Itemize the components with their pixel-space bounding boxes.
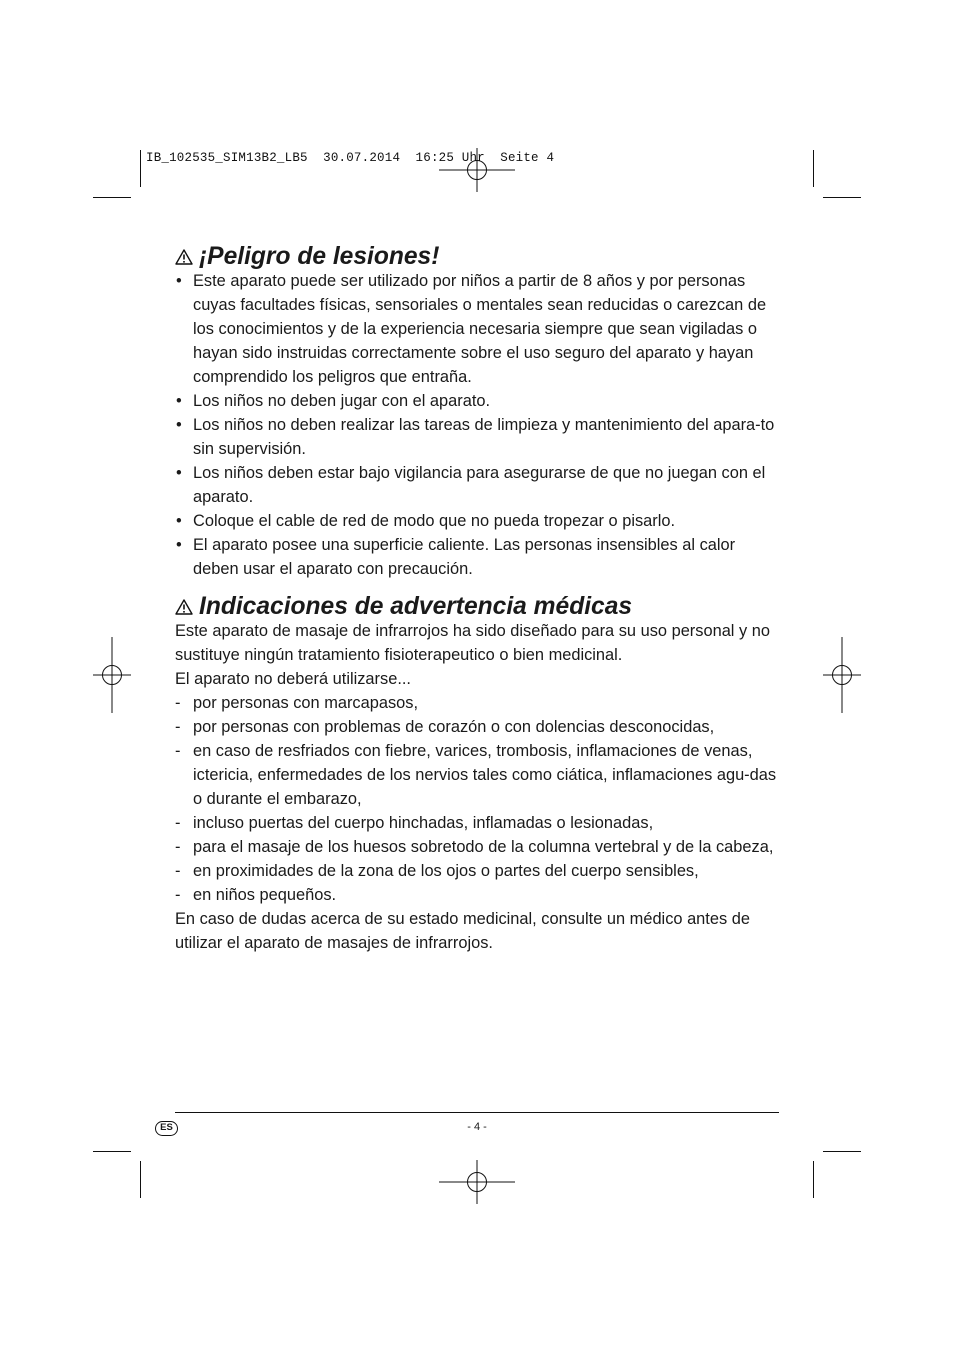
warning-triangle-icon (175, 599, 193, 615)
list-item: - por personas con problemas de corazón o con dolencias desconocidas, (175, 715, 785, 739)
medical-lead: El aparato no deberá utilizarse... (175, 670, 411, 688)
medical-closing: En caso de dudas acerca de su estado medicinal, consulte un médico antes de utilizar el aparato de masajes de infrarrojos. (175, 910, 750, 952)
medical-dash-list (175, 691, 785, 907)
list-item: • Los niños no deben realizar las tareas de limpieza y mantenimiento del apara-to sin supervisión. (175, 413, 785, 461)
language-badge: ES (155, 1121, 178, 1136)
registration-mark-icon (439, 132, 515, 208)
medical-intro: Este aparato de masaje de infrarrojos ha sido diseñado para su uso personal y no sustituye ningún tratamiento fisioterapeutico o bien medicinal. (175, 622, 770, 664)
crop-mark (813, 1161, 814, 1198)
footer-rule (175, 1112, 779, 1113)
list-item: • Los niños no deben jugar con el aparato. (175, 389, 785, 413)
section-heading-medical (175, 594, 785, 619)
crop-mark (823, 1151, 861, 1152)
list-item: - en caso de resfriados con fiebre, varices, trombosis, inflamaciones de venas, ictericia, enfermedades de los nervios tales como ciática, inflamaciones agu-das o durante el embarazo, (175, 739, 785, 811)
crop-mark (823, 197, 861, 198)
list-item: - incluso puertas del cuerpo hinchadas, inflamadas o lesionadas, (175, 811, 785, 835)
list-item: - para el masaje de los huesos sobretodo de la columna vertebral y de la cabeza, (175, 835, 785, 859)
list-item: - en proximidades de la zona de los ojos o partes del cuerpo sensibles, (175, 859, 785, 883)
page-content (175, 244, 785, 955)
crop-mark (93, 197, 131, 198)
print-slug: IB_102535_SIM13B2_LB5 30.07.2014 16:25 Uhr Seite 4 (146, 151, 555, 165)
list-item: - por personas con marcapasos, (175, 691, 785, 715)
crop-mark (93, 1151, 131, 1152)
page-number: - 4 - (467, 1121, 487, 1133)
warning-triangle-icon (175, 249, 193, 265)
section-title: Indicaciones de advertencia médicas (199, 593, 633, 620)
section-heading-injury (175, 244, 785, 269)
crop-mark (140, 1161, 141, 1198)
list-item: • Este aparato puede ser utilizado por niños a partir de 8 años y por personas cuyas facultades físicas, sensoriales o mentales sean reducidas o carezcan de los conocimientos y de la experiencia necesaria siempre que sean vigiladas o hayan sido instruidas correctamente sobre el uso seguro del aparato y hayan comprendido los peligros que entraña. (175, 269, 785, 389)
injury-bullet-list (175, 269, 785, 581)
registration-mark-icon (439, 1144, 515, 1220)
crop-mark (140, 150, 141, 187)
crop-mark (813, 150, 814, 187)
registration-mark-icon (93, 637, 169, 713)
section-title: ¡Peligro de lesiones! (199, 243, 440, 270)
list-item: - en niños pequeños. (175, 883, 785, 907)
list-item: • El aparato posee una superficie caliente. Las personas insensibles al calor deben usar el aparato con precaución. (175, 533, 785, 581)
registration-mark-icon (823, 637, 899, 713)
list-item: • Coloque el cable de red de modo que no pueda tropezar o pisarlo. (175, 509, 785, 533)
list-item: • Los niños deben estar bajo vigilancia para asegurarse de que no juegan con el aparato. (175, 461, 785, 509)
